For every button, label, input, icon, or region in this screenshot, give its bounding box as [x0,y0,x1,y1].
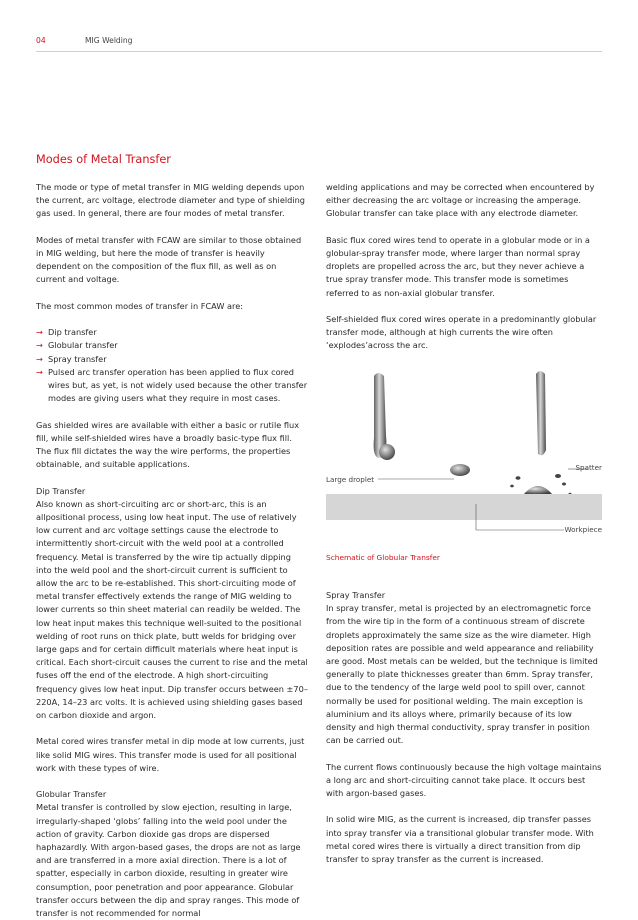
right-column-lower [326,589,602,866]
section-title: MIG Welding [85,36,133,45]
modes-intro: The most common modes of transfer in FCAW are: [36,300,244,311]
current-flow-paragraph: The current flows continuously because the high voltage maintains a long arc and short-circuiting cannot take place. It occurs best with argon-based gases. [326,761,602,799]
spatter-drop [510,485,514,488]
spatter-drop [516,476,521,480]
spatter-label: Spatter [575,463,602,472]
solid-wire-paragraph: In solid wire MIG, as the current is increased, dip transfer passes into spray transfer via a transitional globular transfer mode. With metal cored wires there is virtually a direct transition from dip transfer to spray transfer as the current is increased. [326,814,594,865]
arrow-icon: → [36,327,43,338]
list-item: → Pulsed arc transfer operation has been applied to flux cored wires but, as yet, is not widely used because the other transfer modes are giving users what they require in most cases. [36,366,308,404]
workpiece-label: Workpiece [564,525,602,534]
list-item: → Dip transfer [36,326,308,339]
modes-list [36,326,308,405]
list-item: → Globular transfer [36,339,308,352]
right-column [326,181,602,366]
spray-transfer-heading: Spray Transfer [326,590,386,600]
spatter-drop [555,474,561,478]
spray-transfer-text: In spray transfer, metal is projected by an electromagnetic force from the wire tip in the form of a continuous stream of discrete droplets approximately the same size as the wire diameter. High deposition rates are possible and weld appearance and reliability are good. Most metals can be welded, but the technique is limited generally to plate thicknesses greater than 6mm. Spray transfer, due to the tendency of the large weld pool to spill over, cannot normally be used for positional welding. The main exception is aluminium and its alloys where, primarily because of its low density and high thermal conductivity, spray transfer in position can be carried out. [326,603,598,746]
large-droplet [379,444,395,460]
list-item: → Spray transfer [36,353,308,366]
intro-paragraph: The mode or type of metal transfer in MIG welding depends upon the current, arc voltage, electrode diameter and type of shielding gas used. In general, there are four modes of metal transfer. [36,182,305,219]
fcaw-paragraph: Modes of metal transfer with FCAW are similar to those obtained in MIG welding, but here the mode of transfer is heavily dependent on the composition of the flux fill, as well as on current and voltage. [36,234,302,285]
workpiece [326,494,602,520]
arrow-icon: → [36,366,43,377]
globular-transfer-diagram [326,366,602,566]
figure-caption: Schematic of Globular Transfer [326,553,440,562]
arrow-icon: → [36,353,43,364]
droplet [450,464,470,476]
globular-continued-paragraph: welding applications and may be corrected when encountered by either decreasing the arc voltage or increasing the amperage. Globular transfer can take place with any electrode diameter. [326,182,595,219]
basic-flux-paragraph: Basic flux cored wires tend to operate in a globular mode or in a globular-spray transfer mode, where larger than normal spray droplets are propelled across the arc, but they never achieve a true spray transfer mode. This transfer mode is sometimes referred to as non-axial globular transfer. [326,234,590,298]
spatter-drop [562,483,566,486]
header-divider [36,51,602,52]
electrode-right [536,371,546,455]
page-header [36,36,602,50]
dip-transfer-text: Also known as short-circuiting arc or short-arc, this is an allpositional process, using low heat input. The use of relatively low current and arc voltage settings cause the electrode to intermittently short-circuit with the weld pool at a controlled frequency. Metal is transferred by the wire tip actually dipping into the weld pool and the short-circuit current is sufficient to allow the arc to be re-established. This short-circuiting mode of metal transfer effectively extends the range of MIG welding to lower currents so thin sheet material can readily be welded. The low heat input makes this technique well-suited to the positional welding of root runs on thick plate, butt welds for bridging over large gaps and for certain difficult materials where heat input is critical. Each short-circuit causes the current to rise and the metal fuses off the end of the electrode. A high short-circuiting frequency gives low heat input. Dip transfer occurs between ±70–220A, 14–23 arc volts. It is achieved using shielding gases based on carbon dioxide and argon. [36,498,308,721]
left-column [36,181,308,920]
page-number: 04 [36,36,46,45]
flux-paragraph: Gas shielded wires are available with either a basic or rutile flux fill, while self-shielded wires have a broadly basic-type flux fill. The flux fill dictates the way the wire performs, the properties obtainable, and suitable applications. [36,419,300,470]
self-shielded-paragraph: Self-shielded flux cored wires operate in a predominantly globular transfer mode, although at high currents the wire often ‘explodes’across the arc. [326,314,597,351]
globular-transfer-figure [326,366,602,566]
weld-pool [524,486,552,494]
globular-transfer-text: Metal transfer is controlled by slow ejection, resulting in large, irregularly-shaped ‘globs’ falling into the weld pool under the action of gravity. Carbon dioxide gas drops are dispersed haphazardly. With argon-based gases, the drops are not as large and are transferred in a more axial direction. There is a lot of spatter, especially in carbon dioxide, resulting in greater wire consumption, poor penetration and poor appearance. Globular transfer occurs between the dip and spray ranges. This mode of transfer is not recommended for normal [36,802,301,919]
globular-transfer-heading: Globular Transfer [36,789,107,800]
page-title: Modes of Metal Transfer [36,153,171,166]
large-droplet-label: Large droplet [326,475,375,484]
metal-cored-paragraph: Metal cored wires transfer metal in dip mode at low currents, just like solid MIG wires. This transfer mode is used for all positional work with these types of wire. [36,736,305,773]
dip-transfer-heading: Dip Transfer [36,485,86,496]
arrow-icon: → [36,340,43,351]
